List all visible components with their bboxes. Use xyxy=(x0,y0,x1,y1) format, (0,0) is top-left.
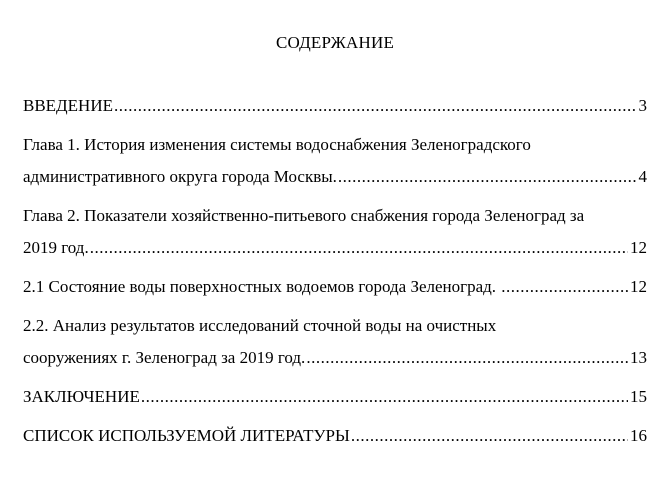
toc-entry-text: СПИСОК ИСПОЛЬЗУЕМОЙ ЛИТЕРАТУРЫ xyxy=(23,426,350,445)
toc-entry-chapter1[interactable] xyxy=(23,167,647,187)
toc-entry-conclusion[interactable] xyxy=(23,387,647,407)
toc-page-number: 12 xyxy=(630,238,647,257)
toc-entry-chapter2-line1[interactable]: Глава 2. Показатели хозяйственно-питьевого снабжения города Зеленоград за xyxy=(23,206,585,225)
toc-page-number: 13 xyxy=(630,348,647,367)
toc-title: СОДЕРЖАНИЕ xyxy=(275,33,395,52)
toc-entry-introduction[interactable] xyxy=(23,96,647,116)
toc-entry-text: ЗАКЛЮЧЕНИЕ xyxy=(23,387,140,406)
toc-entry-references[interactable] xyxy=(23,426,647,446)
toc-entry-text: ВВЕДЕНИЕ xyxy=(23,96,113,115)
toc-entry-text: сооружениях г. Зеленоград за 2019 год. xyxy=(23,348,306,367)
toc-entry-section-2-1[interactable] xyxy=(23,277,647,297)
toc-entry-text: административного округа города Москвы. xyxy=(23,167,337,186)
toc-page-number: 12 xyxy=(630,277,647,296)
toc-leader-dots xyxy=(351,426,628,446)
toc-leader-dots xyxy=(90,238,628,258)
toc-page-number: 4 xyxy=(638,167,647,186)
toc-page-number: 15 xyxy=(630,387,647,406)
toc-page-number: 16 xyxy=(630,426,647,445)
toc-leader-dots xyxy=(338,167,637,187)
toc-leader-dots xyxy=(141,387,628,407)
toc-entry-text: 2019 год. xyxy=(23,238,89,257)
toc-entry-section-2-2[interactable] xyxy=(23,348,647,368)
toc-entry-text: 2.1 Состояние воды поверхностных водоемов города Зеленоград. xyxy=(23,277,501,296)
document-page xyxy=(23,0,647,498)
toc-leader-dots xyxy=(306,348,628,368)
toc-leader-dots xyxy=(114,96,637,116)
toc-leader-dots xyxy=(501,277,628,297)
toc-page-number: 3 xyxy=(638,96,647,115)
toc-entry-chapter1-line1[interactable]: Глава 1. История изменения системы водоснабжения Зеленоградского xyxy=(23,135,531,154)
toc-entry-chapter2[interactable] xyxy=(23,238,647,258)
toc-entry-section-2-2-line1[interactable]: 2.2. Анализ результатов исследований сточной воды на очистных xyxy=(23,316,497,335)
